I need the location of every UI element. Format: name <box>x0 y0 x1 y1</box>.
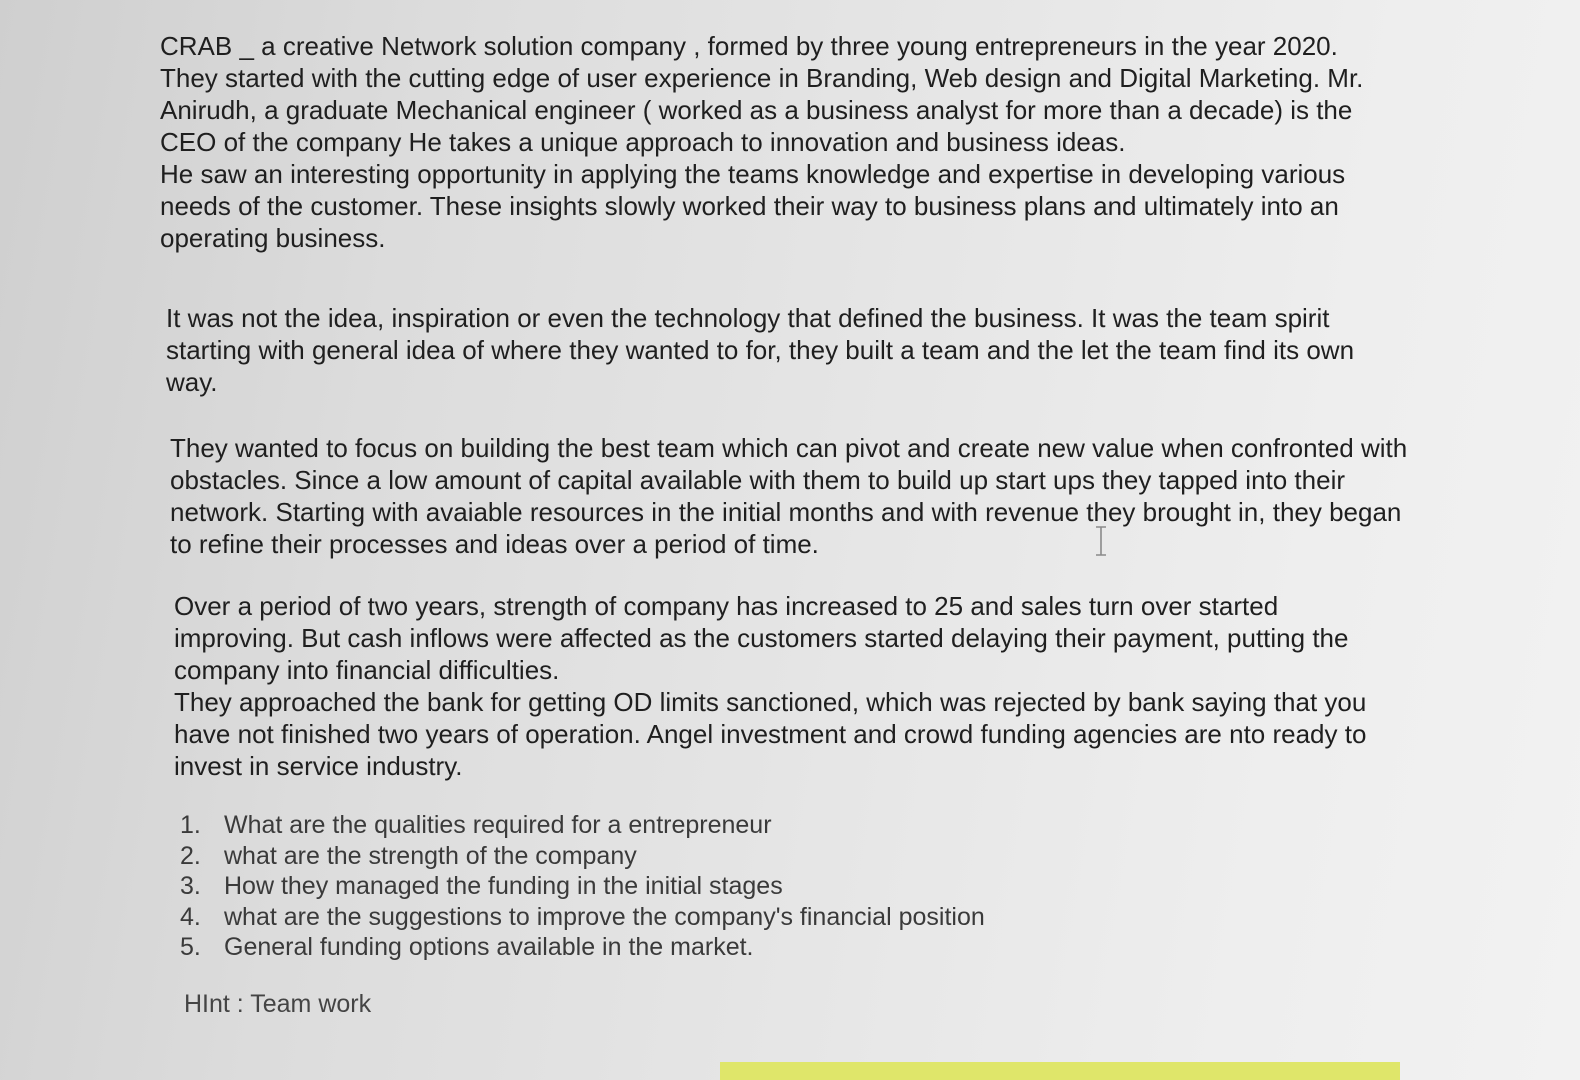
question-text: what are the strength of the company <box>224 841 637 870</box>
text-line: company into financial difficulties. <box>174 655 560 685</box>
text-line: CRAB _ a creative Network solution company , formed by three young entrepreneurs in the year 2020. <box>160 31 1338 61</box>
text-line: operating business. <box>160 223 386 253</box>
text-line: needs of the customer. These insights slowly worked their way to business plans and ultimately into an <box>160 191 1339 221</box>
question-text: what are the suggestions to improve the company's financial position <box>224 902 985 931</box>
list-number: 2. <box>180 841 201 870</box>
hint-text: HInt : Team work <box>184 990 372 1018</box>
paragraph-growth <box>174 590 1419 782</box>
text-line: CEO of the company He takes a unique approach to innovation and business ideas. <box>160 127 1126 157</box>
list-number: 3. <box>180 872 201 900</box>
text-line: way. <box>166 367 218 397</box>
list-item <box>180 902 985 933</box>
text-line: network. Starting with avaiable resources in the initial months and with revenue they brought in, they began <box>170 497 1402 527</box>
text-line: invest in service industry. <box>174 751 463 781</box>
list-number: 1. <box>180 811 201 839</box>
text-cursor-icon <box>1093 525 1109 557</box>
text-line: They approached the bank for getting OD limits sanctioned, which was rejected by bank saying that you <box>174 687 1367 717</box>
text-line: to refine their processes and ideas over a period of time. <box>170 529 819 559</box>
text-line: Anirudh, a graduate Mechanical engineer ( worked as a business analyst for more than a decade) is the <box>160 95 1353 125</box>
text-line: Over a period of two years, strength of company has increased to 25 and sales turn over started <box>174 591 1279 621</box>
text-line: obstacles. Since a low amount of capital available with them to build up start ups they tapped into their <box>170 465 1346 495</box>
paragraph-intro <box>160 30 1505 254</box>
text-line: They wanted to focus on building the best team which can pivot and create new value when confronted with <box>170 433 1408 463</box>
text-line: It was not the idea, inspiration or even the technology that defined the business. It was the team spirit <box>166 303 1330 333</box>
text-line: They started with the cutting edge of user experience in Branding, Web design and Digital Marketing. Mr. <box>160 63 1364 93</box>
question-text: How they managed the funding in the initial stages <box>224 872 783 900</box>
text-line: He saw an interesting opportunity in applying the teams knowledge and expertise in developing various <box>160 159 1346 189</box>
paragraph-focus <box>170 432 1490 560</box>
text-line: improving. But cash inflows were affected as the customers started delaying their payment, putting the <box>174 623 1349 653</box>
list-item <box>180 841 985 872</box>
list-item <box>180 932 985 963</box>
list-item <box>180 810 985 841</box>
highlight-strip <box>720 1062 1400 1080</box>
list-item <box>180 871 985 902</box>
list-number: 4. <box>180 902 201 931</box>
question-text: General funding options available in the market. <box>224 933 754 961</box>
paragraph-team-spirit <box>166 302 1496 398</box>
list-number: 5. <box>180 933 201 961</box>
question-list <box>180 810 985 963</box>
text-line: have not finished two years of operation. Angel investment and crowd funding agencies are nto ready to <box>174 719 1367 749</box>
question-text: What are the qualities required for a entrepreneur <box>224 811 772 839</box>
text-line: starting with general idea of where they wanted to for, they built a team and the let the team find its own <box>166 335 1355 365</box>
